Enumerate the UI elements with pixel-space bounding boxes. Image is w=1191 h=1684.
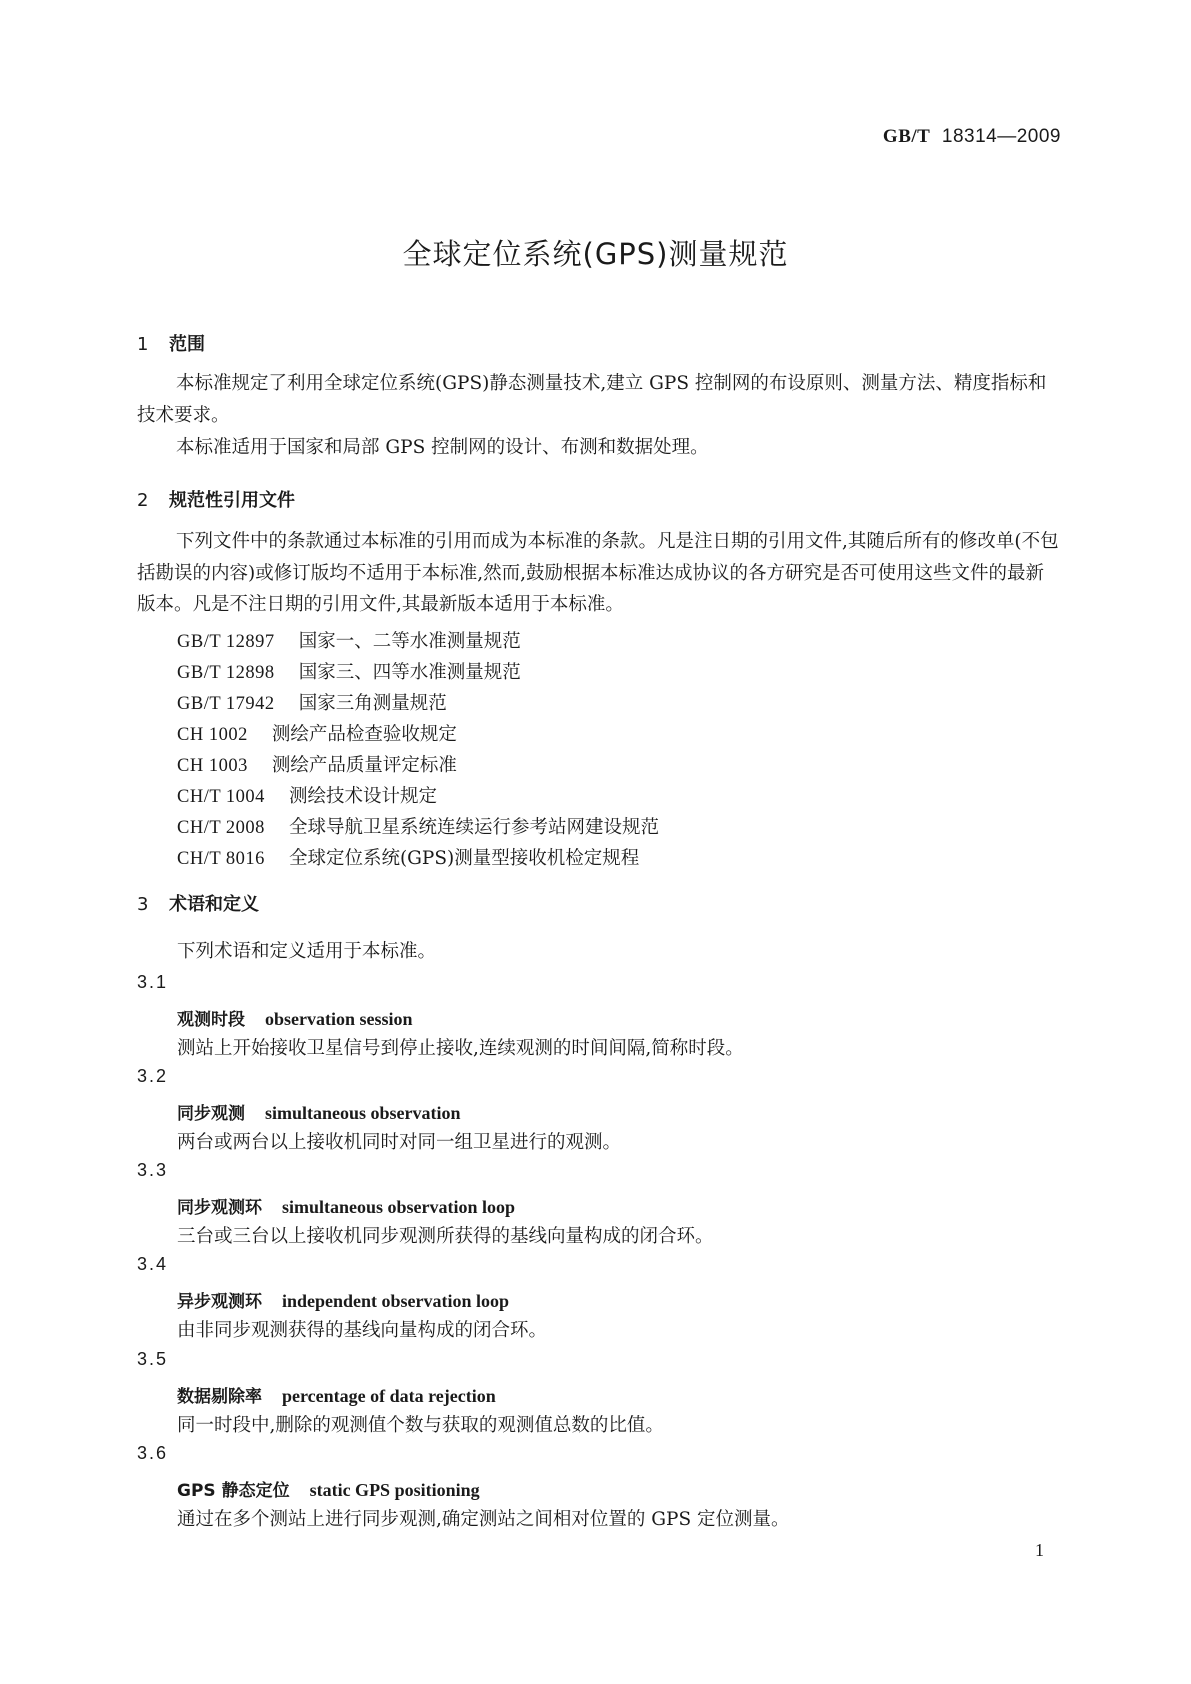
scope-paragraph-1: 本标准规定了利用全球定位系统(GPS)静态测量技术,建立 GPS 控制网的布设原则、测量方法、精度指标和技术要求。 <box>137 373 1047 426</box>
term-number: 3.6 <box>137 1443 169 1463</box>
term-definition: 测站上开始接收卫星信号到停止接收,连续观测的时间间隔,简称时段。 <box>177 1038 744 1059</box>
term-definition: 同一时段中,删除的观测值个数与获取的观测值总数的比值。 <box>177 1415 664 1436</box>
term-heading: GPS 静态定位 static GPS positioning <box>177 1480 480 1501</box>
term-definition: 三台或三台以上接收机同步观测所获得的基线向量构成的闭合环。 <box>177 1226 714 1247</box>
term-heading: 同步观测 simultaneous observation <box>177 1103 461 1124</box>
term-heading: 同步观测环 simultaneous observation loop <box>177 1197 516 1218</box>
term-definition: 由非同步观测获得的基线向量构成的闭合环。 <box>177 1320 548 1341</box>
reference-item: CH 1003 测绘产品质量评定标准 <box>177 755 457 776</box>
standard-number: GB/T 18314—2009 <box>882 126 1061 147</box>
term-definition: 两台或两台以上接收机同时对同一组卫星进行的观测。 <box>177 1132 622 1153</box>
reference-item: GB/T 17942 国家三角测量规范 <box>177 693 447 714</box>
reference-item: CH/T 1004 测绘技术设计规定 <box>177 786 437 807</box>
term-heading: 异步观测环 independent observation loop <box>177 1291 510 1312</box>
section-heading-normative: 2 规范性引用文件 <box>137 490 295 511</box>
term-number: 3.2 <box>137 1066 169 1086</box>
term-number: 3.1 <box>137 972 169 992</box>
reference-item: CH 1002 测绘产品检查验收规定 <box>177 724 457 745</box>
term-number: 3.4 <box>137 1254 169 1274</box>
section-heading-scope: 1 范围 <box>137 334 205 355</box>
reference-item: CH/T 2008 全球导航卫星系统连续运行参考站网建设规范 <box>177 817 659 838</box>
scope-paragraph-2: 本标准适用于国家和局部 GPS 控制网的设计、布测和数据处理。 <box>176 437 709 458</box>
term-definition: 通过在多个测站上进行同步观测,确定测站之间相对位置的 GPS 定位测量。 <box>177 1509 790 1530</box>
term-heading: 观测时段 observation session <box>177 1009 413 1030</box>
reference-item: CH/T 8016 全球定位系统(GPS)测量型接收机检定规程 <box>177 848 640 869</box>
reference-item: GB/T 12897 国家一、二等水准测量规范 <box>177 631 521 652</box>
normative-intro: 下列文件中的条款通过本标准的引用而成为本标准的条款。凡是注日期的引用文件,其随后所有的修改单(不包括勘误的内容)或修订版均不适用于本标准,然而,鼓励根据本标准达成协议的各方研究是否可使用这些文件的最新版本。凡是不注日期的引用文件,其最新版本适用于本标准。 <box>137 531 1059 615</box>
section-heading-terms: 3 术语和定义 <box>137 894 259 915</box>
term-number: 3.3 <box>137 1160 169 1180</box>
page-number: 1 <box>1035 1540 1044 1560</box>
terms-intro: 下列术语和定义适用于本标准。 <box>177 941 437 962</box>
term-heading: 数据剔除率 percentage of data rejection <box>177 1386 496 1407</box>
page-title: 全球定位系统(GPS)测量规范 <box>402 237 789 271</box>
term-number: 3.5 <box>137 1349 169 1369</box>
reference-item: GB/T 12898 国家三、四等水准测量规范 <box>177 662 521 683</box>
